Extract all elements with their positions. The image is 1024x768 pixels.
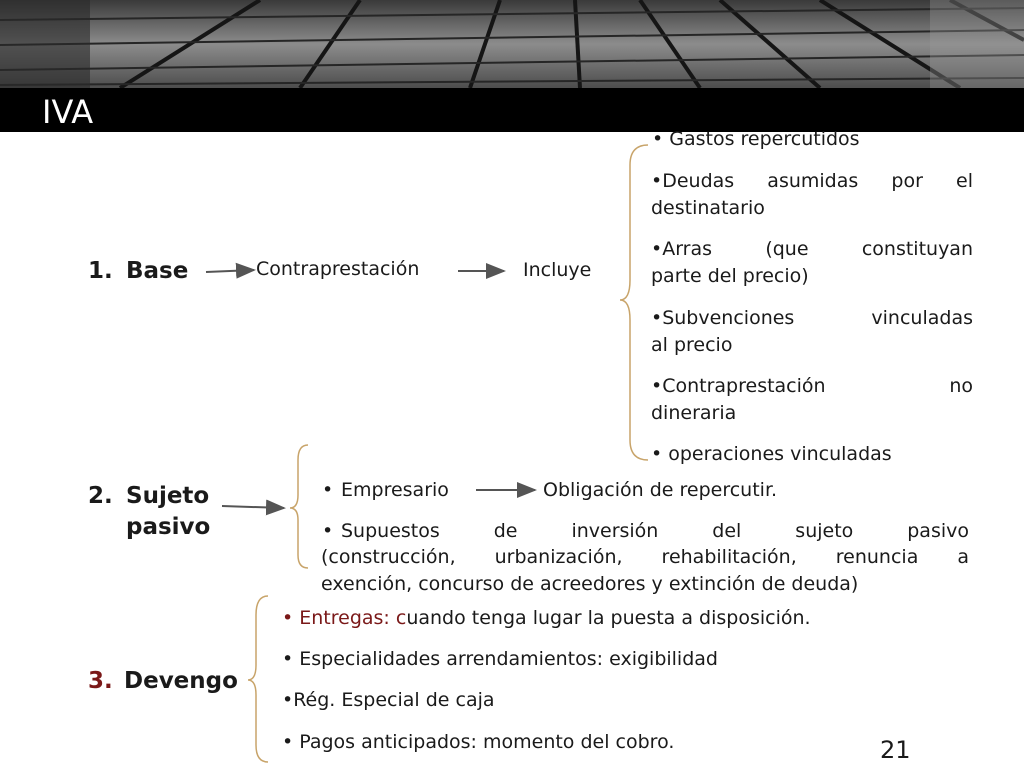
devengo-item-arrendamientos: • Especialidades arrendamientos: exigibilidad: [282, 648, 718, 670]
sujeto-label-line2: pasivo: [126, 514, 211, 540]
devengo-item-entregas: [282, 607, 811, 629]
base-item-deudas-l2: destinatario: [651, 197, 765, 219]
sujeto-bullet-empresario: •: [322, 479, 334, 501]
sujeto-supuestos-l2: (construcción, urbanización, rehabilitación, renuncia a: [321, 546, 969, 568]
devengo-label: Devengo: [124, 668, 238, 694]
sujeto-obligacion: Obligación de repercutir.: [543, 479, 778, 501]
base-item-arras-l2: parte del precio): [651, 265, 809, 287]
devengo-item-anticipados: • Pagos anticipados: momento del cobro.: [282, 731, 675, 753]
slide-title: IVA: [42, 93, 94, 131]
base-concept: Contraprestación: [256, 258, 420, 280]
brace-devengo-items: [248, 596, 268, 762]
arrow-sujeto-brace: [222, 506, 284, 508]
base-item-operaciones: • operaciones vinculadas: [651, 443, 892, 465]
devengo-entregas-label: Entregas: c: [299, 607, 407, 629]
devengo-number: 3.: [88, 668, 113, 694]
sujeto-number: 2.: [88, 483, 113, 509]
sujeto-label-line1: Sujeto: [126, 483, 210, 509]
base-label: Base: [126, 258, 189, 284]
sujeto-supuestos-l3: exención, concurso de acreedores y extinción de deuda): [321, 573, 859, 595]
base-item-gastos: • Gastos repercutidos: [652, 128, 860, 150]
brace-base-items: [620, 145, 648, 460]
brace-sujeto-items: [290, 445, 308, 568]
base-item-subvenciones-l2: al precio: [651, 334, 733, 356]
base-item-deudas-l1: •Deudas asumidas por el: [651, 170, 973, 192]
base-item-contraprestacion-l2: dineraria: [651, 402, 737, 424]
base-item-contraprestacion-l1: •Contraprestación no: [651, 375, 973, 397]
devengo-entregas-text: uando tenga lugar la puesta a disposición.: [406, 607, 811, 629]
sujeto-bullet-supuestos: •: [322, 520, 334, 542]
base-number: 1.: [88, 258, 113, 284]
base-item-subvenciones-l1: •Subvenciones vinculadas: [651, 307, 973, 329]
base-includes: Incluye: [523, 259, 592, 281]
devengo-item-caja: •Rég. Especial de caja: [282, 689, 495, 711]
base-item-arras-l1: •Arras (que constituyan: [651, 238, 973, 260]
devengo-entregas-bullet: •: [282, 607, 300, 629]
sujeto-empresario: Empresario: [341, 479, 449, 501]
arrow-base-contraprestacion: [206, 270, 254, 272]
page-number: 21: [880, 736, 911, 764]
sujeto-supuestos-l1: Supuestos de inversión del sujeto pasivo: [341, 520, 969, 542]
